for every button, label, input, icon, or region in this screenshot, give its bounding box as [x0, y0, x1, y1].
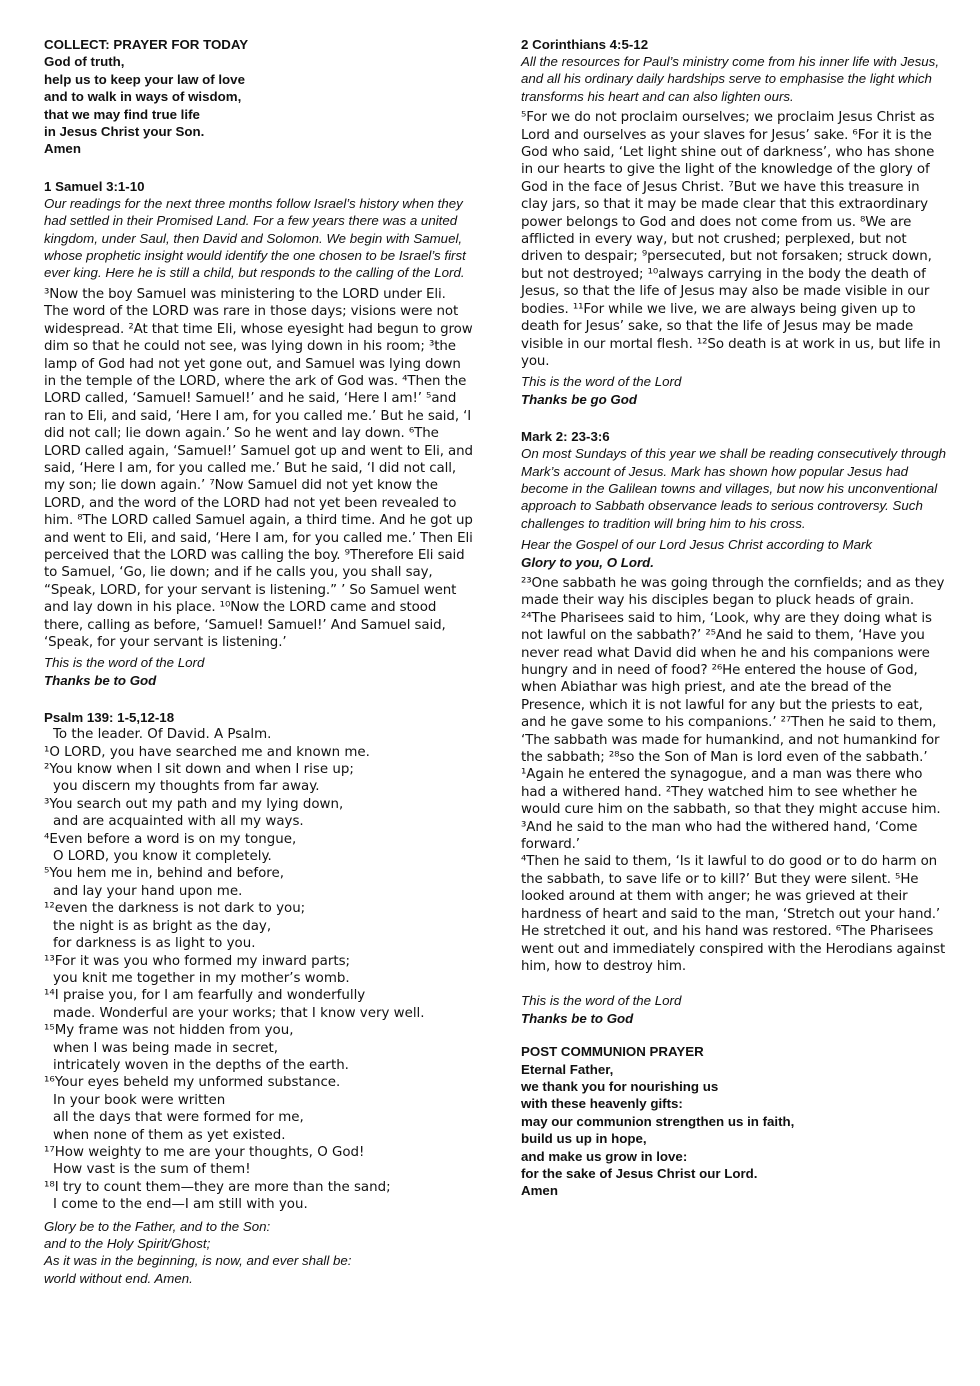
reading-heading: Mark 2: 23-3:6 — [521, 429, 610, 445]
psalm-line: when I was being made in secret, — [53, 1040, 278, 1056]
psalm-line: and lay your hand upon me. — [53, 883, 243, 899]
prayer-line: Eternal Father, — [521, 1061, 614, 1077]
prayer-line: build us up in hope, — [521, 1131, 647, 1147]
gloria-line: As it was in the beginning, is now, and ever shall be: — [44, 1253, 352, 1269]
psalm-line: I come to the end—I am still with you. — [53, 1197, 308, 1213]
collect-line: help us to keep your law of love — [44, 71, 245, 87]
reading-text: ⁴Then he said to them, ‘Is it lawful to do good or to do harm on the sabbath, to save life or to kill?’ But they were silent. ⁵He looked around at them with anger; he was grieved at their hardness of heart and said to the man, ‘Stretch out your hand.’ He stretched it out, and his hand was restored. ⁶The Pharisees went out and immediately conspired with the Herodians against him, how to destroy him. — [521, 854, 946, 974]
post-communion-prayer — [521, 1043, 946, 1200]
prayer-line: for the sake of Jesus Christ our Lord. — [521, 1165, 758, 1181]
psalm-reading — [44, 709, 474, 1287]
gospel-intro: Hear the Gospel of our Lord Jesus Christ according to Mark — [521, 537, 873, 553]
left-column — [44, 36, 474, 1287]
psalm-line: and are acquainted with all my ways. — [53, 814, 304, 830]
reading-heading: 1 Samuel 3:1-10 — [44, 178, 145, 194]
reading-response-bold: Thanks be to God — [44, 672, 157, 688]
collect-heading: COLLECT: PRAYER FOR TODAY — [44, 37, 249, 52]
gloria — [44, 1218, 474, 1288]
psalm-line: all the days that were formed for me, — [53, 1110, 304, 1126]
gloria-line: and to the Holy Spirit/Ghost; — [44, 1236, 211, 1251]
collect-line: in Jesus Christ your Son. — [44, 124, 205, 140]
psalm-heading: Psalm 139: 1-5,12-18 — [44, 710, 175, 726]
psalm-line: ¹⁷How weighty to me are your thoughts, O God! — [44, 1144, 365, 1160]
psalm-line: you knit me together in my mother’s womb. — [53, 970, 350, 986]
prayer-line: may our communion strengthen us in faith, — [521, 1113, 795, 1129]
psalm-line: To the leader. Of David. A Psalm. — [53, 727, 272, 743]
gospel-response: Glory to you, O Lord. — [521, 554, 654, 570]
psalm-line: ²You know when I sit down and when I rise up; — [44, 762, 354, 778]
gloria-line: Glory be to the Father, and to the Son: — [44, 1218, 271, 1234]
reading-intro: All the resources for Paul’s ministry come from his inner life with Jesus, and all his ordinary daily hardships serve to emphasise the light which transforms his heart and can also lighten ours. — [521, 54, 940, 104]
reading-heading: 2 Corinthians 4:5-12 — [521, 37, 649, 52]
psalm-lines — [44, 726, 474, 1213]
psalm-line: ¹⁸I try to count them—they are more than the sand; — [44, 1179, 391, 1195]
prayer-line: and make us grow in love: — [521, 1148, 688, 1164]
right-column — [521, 36, 946, 1200]
psalm-line: the night is as bright as the day, — [53, 918, 272, 934]
psalm-line: How vast is the sum of them! — [53, 1162, 251, 1178]
psalm-line: you discern my thoughts from far away. — [53, 779, 320, 795]
reading-intro: On most Sundays of this year we shall be reading consecutively through Mark’s account of Jesus. Mark has shown how popular Jesus had become in the Galilean towns and villages, but now his unconventional approach to Sabbath observance leads to serious controversy. Such challenges to tradition will bring him to his cross. — [521, 446, 946, 531]
collect-line: God of truth, — [44, 54, 125, 70]
psalm-line: O LORD, you know it completely. — [53, 849, 272, 865]
prayer-line: with these heavenly gifts: — [521, 1096, 683, 1112]
psalm-line: when none of them as yet existed. — [53, 1127, 286, 1143]
collect-prayer — [44, 36, 474, 158]
psalm-line: ⁵You hem me in, behind and before, — [44, 866, 284, 882]
psalm-line: In your book were written — [53, 1092, 226, 1108]
psalm-line: ⁴Even before a word is on my tongue, — [44, 831, 297, 847]
reading-response: This is the word of the Lord — [521, 993, 682, 1009]
psalm-line: ¹⁶Your eyes beheld my unformed substance. — [44, 1075, 341, 1091]
reading-response-bold: Thanks be to God — [521, 1010, 634, 1026]
prayer-line: Amen — [521, 1183, 558, 1199]
psalm-line: made. Wonderful are your works; that I know very well. — [53, 1005, 425, 1021]
reading-text: ⁵For we do not proclaim ourselves; we proclaim Jesus Christ as Lord and ourselves as your slaves for Jesus’ sake. ⁶For it is the God who said, ‘Let light shine out of darkness’, who has shone in our hearts to give the light of the knowledge of the glory of God in the face of Jesus Christ. ⁷But we have this treasure in clay jars, so that it may be made clear that this extraordinary power belongs to God and does not come from us. ⁸We are afflicted in every way, but not crushed; perplexed, but not driven to despair; ⁹persecuted, but not forsaken; struck down, but not destroyed; ¹⁰always carrying in the body the death of Jesus, so that the life of Jesus may also be made visible in our bodies. ¹¹For while we live, we are always being given up to death for Jesus’ sake, so that the life of Jesus may be made visible in our mortal flesh. ¹²So death is at work in us, but life in you. — [521, 110, 941, 369]
psalm-line: ¹O LORD, you have searched me and known me. — [44, 744, 370, 760]
psalm-line: for darkness is as light to you. — [53, 936, 256, 952]
corinthians-reading — [521, 36, 946, 408]
collect-line: that we may find true life — [44, 106, 200, 122]
samuel-reading — [44, 178, 474, 689]
reading-intro: Our readings for the next three months follow Israel’s history when they had settled in their Promised Land. For a few years there was a united kingdom, under Saul, then David and Solomon. We begin with Samuel, whose prophetic insight would identify the one chosen to be Israel’s first ever king. Here he is still a child, but responds to the calling of the Lord. — [44, 195, 466, 281]
reading-response: This is the word of the Lord — [521, 374, 682, 390]
reading-text: ¹Again he entered the synagogue, and a man was there who had a withered hand. ²They watched him to see whether he would cure him on the sabbath, so that they might accuse him. ³And he said to the man who had the withered hand, ‘Come forward.’ — [521, 767, 941, 853]
psalm-line: ¹²even the darkness is not dark to you; — [44, 901, 306, 917]
psalm-line: ¹⁴I praise you, for I am fearfully and wonderfully — [44, 988, 366, 1004]
gloria-line: world without end. Amen. — [44, 1270, 193, 1286]
post-communion-heading: POST COMMUNION PRAYER — [521, 1044, 704, 1060]
psalm-line: intricately woven in the depths of the earth. — [53, 1057, 349, 1073]
collect-line: and to walk in ways of wisdom, — [44, 89, 242, 105]
prayer-line: we thank you for nourishing us — [521, 1078, 719, 1094]
reading-text: ³Now the boy Samuel was ministering to the LORD under Eli. The word of the LORD was rare in those days; visions were not widespread. ²At that time Eli, whose eyesight had begun to grow dim so that he could not see, was lying down in his room; ³the lamp of God had not yet gone out, and Samuel was lying down in the temple of the LORD, where the ark of God was. ⁴Then the LORD called, ‘Samuel! Samuel!’ and he said, ‘Here I am!’ ⁵and ran to Eli, and said, ‘Here I am, for you called me.’ But he said, ‘I did not call; lie down again.’ So he went and lay down. ⁶The LORD called again, ‘Samuel!’ Samuel got up and went to Eli, and said, ‘Here I am, for you called me.’ But he said, ‘I did not call, my son; lie down again.’ ⁷Now Samuel did not yet know the LORD, and the word of the LORD had not yet been revealed to him. ⁸The LORD called Samuel again, a third time. And he got up and went to Eli, and said, ‘Here I am, for you called me.’ Then Eli perceived that the LORD was calling the boy. ⁹Therefore Eli said to Samuel, ‘Go, lie down; and if he calls you, you shall say, “Speak, LORD, for your servant is listening.” ’ So Samuel went and lay down in his place. ¹⁰Now the LORD came and stood there, calling as before, ‘Samuel! Samuel!’ And Samuel said, ‘Speak, for your servant is listening.’ — [44, 286, 473, 650]
psalm-line: ¹⁵My frame was not hidden from you, — [44, 1023, 294, 1039]
collect-line: Amen — [44, 141, 81, 157]
reading-response: This is the word of the Lord — [44, 655, 205, 671]
reading-response-bold: Thanks be go God — [521, 391, 637, 407]
psalm-line: ³You search out my path and my lying down, — [44, 796, 344, 812]
reading-text: ²³One sabbath he was going through the cornfields; and as they made their way his disciples began to pluck heads of grain. ²⁴The Pharisees said to him, ‘Look, why are they doing what is not lawful on the sabbath?’ ²⁵And he said to them, ‘Have you never read what David did when he and his companions were hungry and in need of food? ²⁶He entered the house of God, when Abiathar was high priest, and ate the bread of the Presence, which it is not lawful for any but the priests to eat, and he gave some to his companions.’ ²⁷Then he said to them, ‘The sabbath was made for humankind, and not humankind for the sabbath; ²⁸so the Son of Man is lord even of the sabbath.’ — [521, 575, 945, 766]
psalm-line: ¹³For it was you who formed my inward parts; — [44, 953, 351, 969]
mark-reading — [521, 428, 946, 1027]
